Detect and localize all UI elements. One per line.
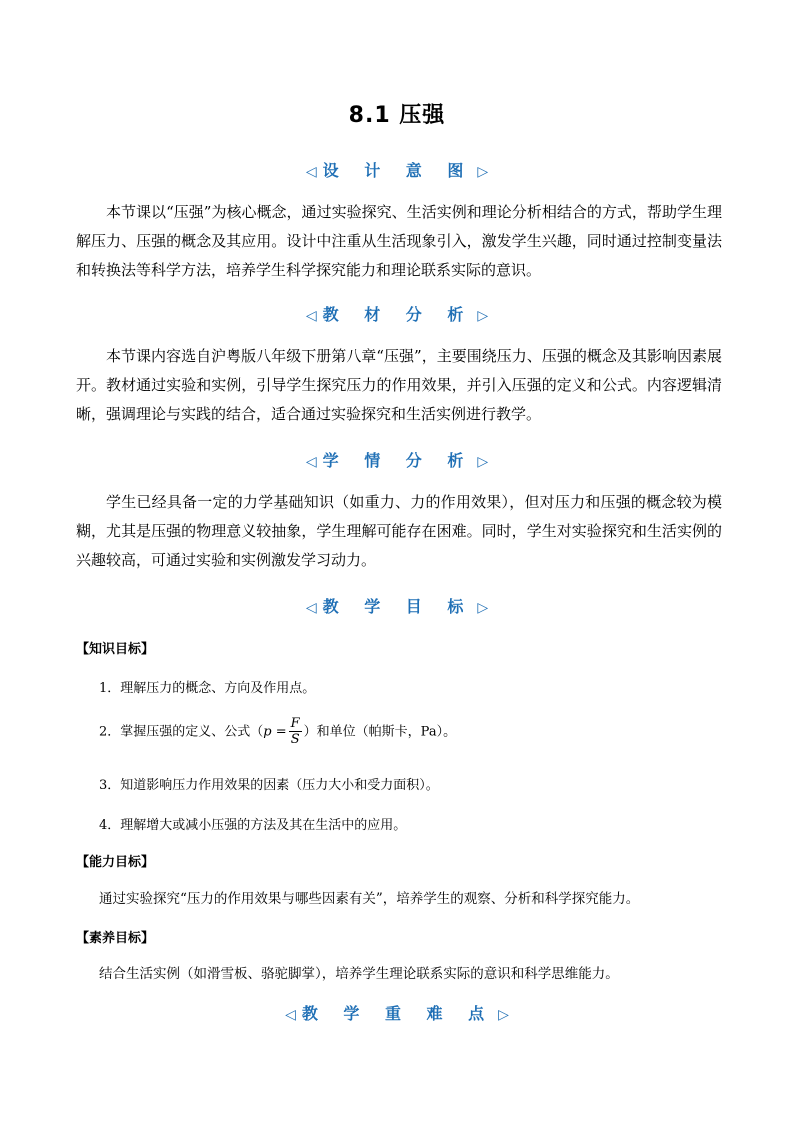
- section-heading-keypoints: [0, 1001, 794, 1024]
- ability-goals-heading: 【能力目标】: [76, 855, 155, 870]
- section-label: 教 材 分 析: [322, 305, 474, 324]
- left-triangle-icon: ◁: [305, 600, 317, 616]
- formula-numerator: F: [290, 716, 300, 731]
- section-heading-design: [0, 158, 794, 181]
- right-triangle-icon: ▷: [477, 600, 489, 616]
- right-triangle-icon: ▷: [477, 164, 489, 180]
- knowledge-item-4: 4．理解增大或减小压强的方法及其在生活中的应用。: [99, 818, 407, 833]
- right-triangle-icon: ▷: [477, 308, 489, 324]
- literacy-goals-heading: 【素养目标】: [76, 931, 155, 946]
- knowledge-item-2: [99, 716, 456, 748]
- section-heading-goals: [0, 594, 794, 617]
- left-triangle-icon: ◁: [285, 1007, 296, 1023]
- knowledge-item-1: 1．理解压力的概念、方向及作用点。: [99, 681, 316, 696]
- left-triangle-icon: ◁: [305, 308, 317, 324]
- section-heading-students: [0, 448, 794, 471]
- page-title: 8.1 压强: [348, 103, 446, 128]
- section-label: 教 学 目 标: [322, 597, 474, 616]
- left-triangle-icon: ◁: [305, 164, 317, 180]
- pressure-formula: [263, 716, 303, 748]
- left-triangle-icon: ◁: [305, 454, 317, 470]
- students-paragraph: 学生已经具备一定的力学基础知识（如重力、力的作用效果），但对压力和压强的概念较为模糊，尤其是压强的物理意义较抽象，学生理解可能存在困难。同时，学生对实验探究和生活实例的兴趣较高，可通过实验和实例激发学习动力。: [76, 493, 722, 569]
- section-label: 教 学 重 难 点: [301, 1004, 495, 1023]
- formula-denominator: S: [290, 732, 300, 747]
- right-triangle-icon: ▷: [477, 454, 489, 470]
- section-heading-material: [0, 302, 794, 325]
- knowledge-item-3: 3．知道影响压力作用效果的因素（压力大小和受力面积）。: [99, 778, 439, 793]
- knowledge-item-2-suffix: ）和单位（帕斯卡，Pa）。: [303, 724, 457, 740]
- formula-fraction: [289, 716, 302, 748]
- section-label: 设 计 意 图: [322, 161, 474, 180]
- knowledge-goals-heading: 【知识目标】: [76, 642, 155, 657]
- section-label: 学 情 分 析: [322, 451, 474, 470]
- material-paragraph: 本节课内容选自沪粤版八年级下册第八章“压强”，主要围绕压力、压强的概念及其影响因素展开。教材通过实验和实例，引导学生探究压力的作用效果，并引入压强的定义和公式。内容逻辑清晰，强调理论与实践的结合，适合通过实验探究和生活实例进行教学。: [76, 347, 722, 423]
- literacy-goals-text: 结合生活实例（如滑雪板、骆驼脚掌），培养学生理论联系实际的意识和科学思维能力。: [99, 966, 619, 982]
- design-paragraph: 本节课以“压强”为核心概念，通过实验探究、生活实例和理论分析相结合的方式，帮助学生理解压力、压强的概念及其应用。设计中注重从生活现象引入，激发学生兴趣，同时通过控制变量法和转换法等科学方法，培养学生科学探究能力和理论联系实际的意识。: [76, 203, 722, 279]
- knowledge-item-2-prefix: 2．掌握压强的定义、公式（: [99, 724, 264, 740]
- ability-goals-text: 通过实验探究“压力的作用效果与哪些因素有关”，培养学生的观察、分析和科学探究能力。: [99, 891, 640, 907]
- right-triangle-icon: ▷: [498, 1007, 509, 1023]
- formula-lhs: p =: [263, 724, 287, 740]
